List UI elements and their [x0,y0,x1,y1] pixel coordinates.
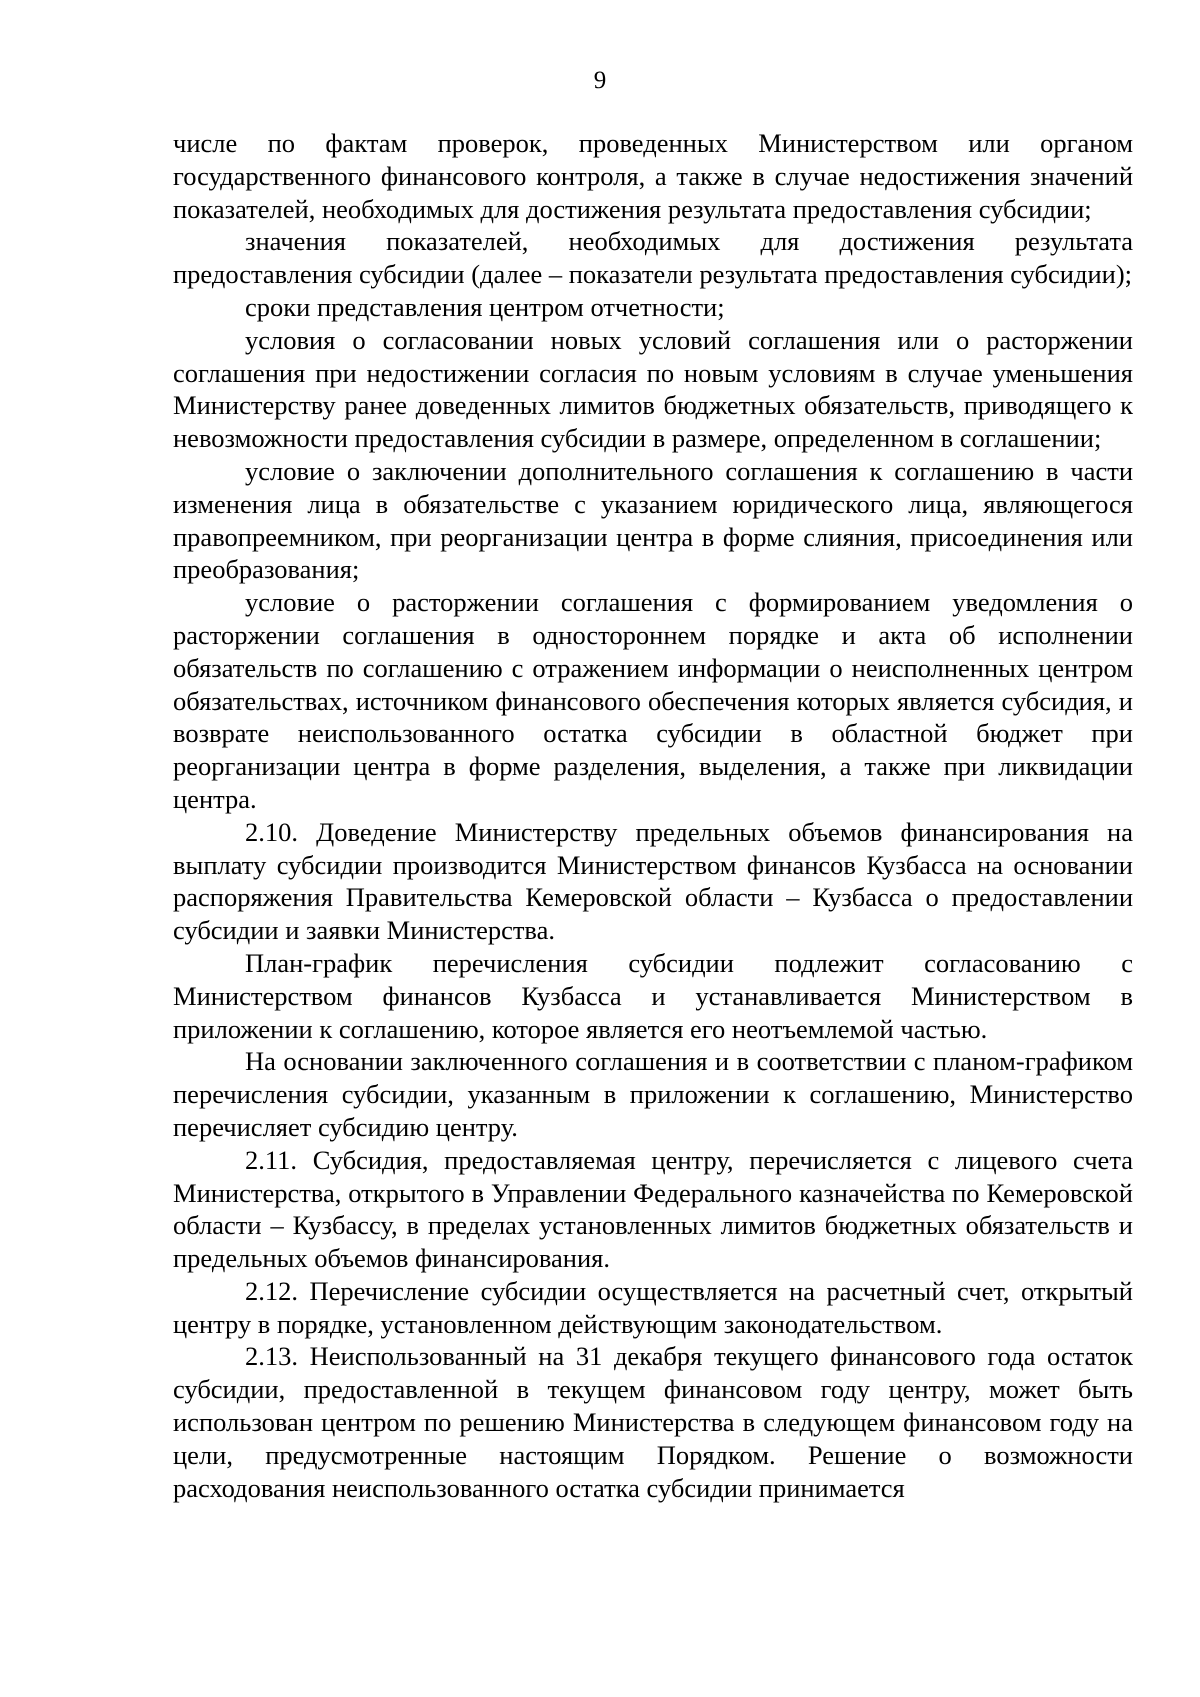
paragraph: условие о расторжении соглашения с формированием уведомления о расторжении соглашения в одностороннем порядке и акта об исполнении обязательств по соглашению с отражением информации о неисполненных центром обязательствах, источником финансового обеспечения которых является субсидия, и возврате неиспользованного остатка субсидии в областной бюджет при реорганизации центра в форме разделения, выделения, а также при ликвидации центра. [173,587,1133,814]
paragraph: сроки представления центром отчетности; [245,291,725,322]
document-body [173,127,1133,1504]
paragraph: На основании заключенного соглашения и в соответствии с планом-графиком перечисления субсидии, указанным в приложении к соглашению, Министерство перечисляет субсидию центру. [173,1046,1133,1142]
paragraph: условие о заключении дополнительного соглашения к соглашению в части изменения лица в обязательстве с указанием юридического лица, являющегося правопреемником, при реорганизации центра в форме слияния, присоединения или преобразования; [173,455,1133,585]
paragraph-section-2-12: 2.12. Перечисление субсидии осуществляется на расчетный счет, открытый центру в порядке, установленном действующим законодательством. [173,1275,1133,1339]
paragraph-section-2-10: 2.10. Доведение Министерству предельных объемов финансирования на выплату субсидии производится Министерством финансов Кузбасса на основании распоряжения Правительства Кемеровской области – Кузбасса о предоставлении субсидии и заявки Министерства. [173,816,1133,946]
paragraph-section-2-13: 2.13. Неиспользованный на 31 декабря текущего финансового года остаток субсидии, предоставленной в текущем финансовом году центру, может быть использован центром по решению Министерства в следующем финансовом году на цели, предусмотренные настоящим Порядком. Решение о возможности расходования неиспользованного остатка субсидии принимается [173,1341,1133,1503]
paragraph: значения показателей, необходимых для достижения результата предоставления субсидии (далее – показатели результата предоставления субсидии); [173,226,1133,290]
page-number: 9 [593,67,607,94]
paragraph: План-график перечисления субсидии подлежит согласованию с Министерством финансов Кузбасса и устанавливается Министерством в приложении к соглашению, которое является его неотъемлемой частью. [173,947,1133,1044]
paragraph: числе по фактам проверок, проведенных Министерством или органом государственного финансового контроля, а также в случае недостижения значений показателей, необходимых для достижения результата предоставления субсидии; [173,128,1133,224]
paragraph-section-2-11: 2.11. Субсидия, предоставляемая центру, перечисляется с лицевого счета Министерства, открытого в Управлении Федерального казначейства по Кемеровской области – Кузбассу, в пределах установленных лимитов бюджетных обязательств и предельных объемов финансирования. [173,1144,1133,1274]
paragraph: условия о согласовании новых условий соглашения или о расторжении соглашения при недостижении согласия по новым условиям в случае уменьшения Министерству ранее доведенных лимитов бюджетных обязательств, приводящего к невозможности предоставления субсидии в размере, определенном в соглашении; [173,324,1133,454]
